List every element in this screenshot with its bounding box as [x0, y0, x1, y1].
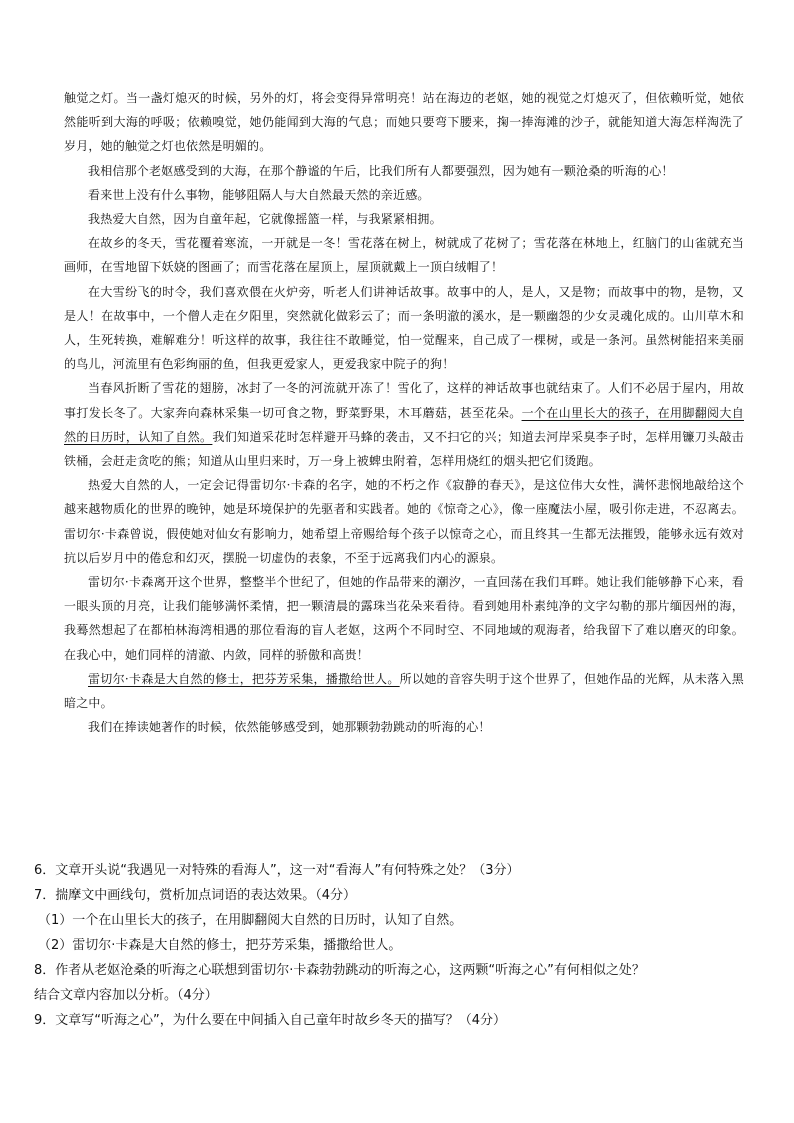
paragraph-7	[64, 376, 744, 473]
question-9: 9．文章写“听海之心”，为什么要在中间插入自己童年时故乡冬天的描写？（4分）	[34, 1013, 507, 1028]
question-6: 6．文章开头说“我遇见一对特殊的看海人”，这一对“看海人”有何特殊之处？（3分）	[34, 863, 520, 878]
question-list	[34, 858, 764, 1033]
paragraph-2: 我相信那个老妪感受到的大海，在那个静谧的午后，比我们所有人都要强烈，因为她有一颗沧桑的听海的心！	[88, 163, 674, 178]
paragraph-10-text: 所以她的音容失明于这个世界了，但她作品的光辉，从未落入黑暗之中。	[64, 671, 744, 711]
paragraph-3: 看来世上没有什么事物，能够阻隔人与大自然最天然的亲近感。	[88, 187, 430, 202]
underlined-sentence-2: 雷切尔·卡森是大自然的修士，把芬芳采集，播撒给世人。	[88, 671, 400, 686]
paragraph-7-text-a: 当春风折断了雪花的翅膀，冰封了一冬的河流就开冻了！雪化了，这样的神话故事也就结束了。人们不必居于屋内，用故事打发长冬了。大家奔向森林采集一切可食之物，野菜野果，木耳蘑菇，甚至花朵。	[64, 381, 744, 420]
question-8-line-1: 8．作者从老妪沧桑的听海之心联想到雷切尔·卡森勃勃跳动的听海之心，这两颗“听海之心”有何相似之处？	[34, 963, 645, 978]
question-7-item-1: （1）一个在山里长大的孩子，在用脚翻阅大自然的日历时，认知了自然。	[38, 913, 463, 928]
paragraph-4: 我热爱大自然，因为自童年起，它就像摇篮一样，与我紧紧相拥。	[88, 212, 442, 227]
paragraph-9: 雷切尔·卡森离开这个世界，整整半个世纪了，但她的作品带来的潮汐，一直回荡在我们耳畔。她让我们能够静下心来，看一眼头顶的月亮，让我们能够满怀柔情，把一颗清晨的露珠当花朵来看待。看到她用朴素纯净的文字勾勒的那片缅因州的海，我蓦然想起了在都柏林海湾相遇的那位看海的盲人老妪，这两个不同时空、不同地域的观海者，给我留下了难以磨灭的印象。在我心中，她们同样的清澈、内敛，同样的骄傲和高贵！	[64, 575, 744, 662]
question-7: 7．揣摩文中画线句，赏析加点词语的表达效果。（4分）	[34, 888, 357, 903]
paragraph-6: 在大雪纷飞的时令，我们喜欢偎在火炉旁，听老人们讲神话故事。故事中的人，是人，又是物；而故事中的物，是物，又是人！在故事中，一个僧人走在夕阳里，突然就化做彩云了；而一条明澈的溪水，是一颗幽怨的少女灵魂化成的。山川草木和人，生死转换，难解难分！听这样的故事，我往往不敢睡觉，怕一觉醒来，自己成了一棵树，或是一条河。虽然树能招来美丽的鸟儿，河流里有色彩绚丽的鱼，但我更爱家人，更爱我家中院子的狗！	[64, 284, 744, 372]
question-7-item-2: （2）雷切尔·卡森是大自然的修士，把芬芳采集，播撒给世人。	[38, 938, 402, 953]
paragraph-1: 触觉之灯。当一盏灯熄灭的时候，另外的灯，将会变得异常明亮！站在海边的老妪，她的视觉之灯熄灭了，但依赖听觉，她依然能听到大海的呼吸；依赖嗅觉，她仍能闻到大海的气息；而她只要弯下腰来，掬一捧海滩的沙子，就能知道大海怎样淘洗了岁月，她的触觉之灯也依然是明媚的。	[64, 91, 744, 154]
underlined-sentence-1: 一个在山里长大的孩子，在用脚翻阅大自然的日历时，认知了自然。	[64, 405, 744, 444]
paragraph-10	[64, 667, 744, 715]
paragraph-7-text-b: 我们知道采花时怎样避开马蜂的袭击，又不扫它的兴；知道去河岸采臭李子时，怎样用镰刀头敲击铁桶，会赶走贪吃的熊；知道从山里归来时，万一身上被蜱虫附着，怎样用烧红的烟头把它们烫跑。	[64, 429, 744, 469]
paragraph-11: 我们在捧读她著作的时候，依然能够感受到，她那颗勃勃跳动的听海的心！	[88, 720, 491, 735]
paragraph-8: 热爱大自然的人，一定会记得雷切尔·卡森的名字，她的不朽之作《寂静的春天》，是这位伟大女性，满怀悲悯地敲给这个越来越物质化的世界的晚钟，她是环境保护的先驱者和实践者。她的《惊奇之心》，像一座魔法小屋，吸引你走进，不忍离去。雷切尔·卡森曾说，假使她对仙女有影响力，她希望上帝赐给每个孩子以惊奇之心，而且终其一生都无法摧毁，能够永远有效对抗以后岁月中的倦怠和幻灭，摆脱一切虚伪的表象，不至于远离我们内心的源泉。	[64, 478, 744, 565]
reading-passage	[64, 86, 744, 739]
question-8-line-2: 结合文章内容加以分析。（4分）	[34, 988, 218, 1003]
paragraph-5: 在故乡的冬天，雪花覆着寒流，一开就是一冬！雪花落在树上，树就成了花树了；雪花落在林地上，红脑门的山雀就充当画师，在雪地留下妖娆的图画了；而雪花落在屋顶上，屋顶就戴上一顶白绒帽了！	[64, 236, 744, 275]
